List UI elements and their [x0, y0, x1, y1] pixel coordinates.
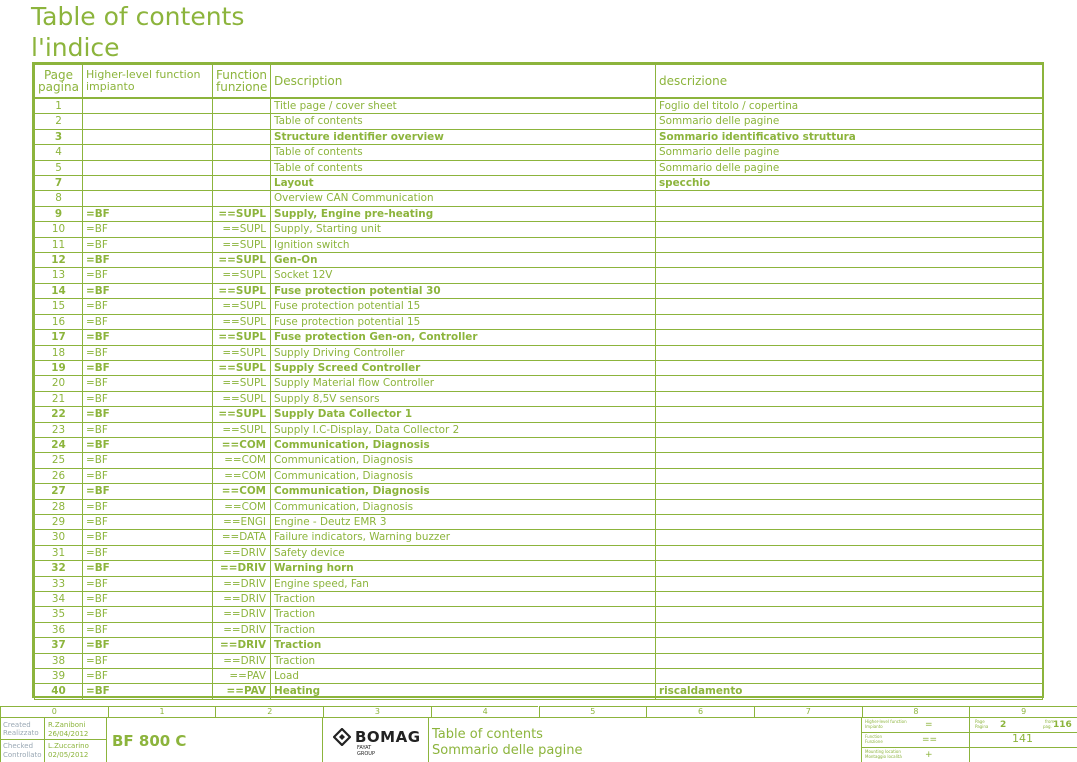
row-page: 40 [35, 684, 83, 699]
row-function: ==SUPL [213, 314, 271, 329]
toc-row [35, 222, 1043, 237]
row-function: ==SUPL [213, 268, 271, 283]
location-label: Mounting location [865, 749, 901, 754]
row-page: 24 [35, 437, 83, 452]
row-descrizione [656, 592, 1043, 607]
header-page [35, 65, 83, 99]
created-label: Created [3, 721, 31, 729]
column-ruler [0, 706, 1077, 717]
row-descrizione [656, 576, 1043, 591]
hl-label-it: Impianto [865, 724, 883, 729]
toc-row [35, 530, 1043, 545]
toc-row [35, 669, 1043, 684]
from-label: from [1045, 719, 1055, 724]
toc-row [35, 576, 1043, 591]
row-function: ==SUPL [213, 206, 271, 221]
from-page-count: 116 [1053, 720, 1072, 730]
checked-by: L.Zuccarino [48, 742, 89, 750]
row-higher-level [83, 114, 213, 129]
toc-row [35, 514, 1043, 529]
row-function: ==SUPL [213, 283, 271, 298]
row-page: 34 [35, 592, 83, 607]
row-description: Fuse protection Gen-on, Controller [271, 330, 656, 345]
row-page: 21 [35, 391, 83, 406]
row-descrizione [656, 283, 1043, 298]
row-function: ==SUPL [213, 222, 271, 237]
toc-row [35, 299, 1043, 314]
row-description: Traction [271, 622, 656, 637]
row-higher-level: =BF [83, 669, 213, 684]
toc-row [35, 622, 1043, 637]
row-function: ==PAV [213, 684, 271, 699]
row-descrizione [656, 484, 1043, 499]
header-function-en: Function [216, 68, 268, 82]
row-description: Ignition switch [271, 237, 656, 252]
row-higher-level: =BF [83, 345, 213, 360]
row-higher-level: =BF [83, 330, 213, 345]
location-label-it: Montaggio località [865, 754, 902, 759]
row-page: 30 [35, 530, 83, 545]
row-higher-level: =BF [83, 545, 213, 560]
row-description: Load [271, 669, 656, 684]
row-description: Traction [271, 607, 656, 622]
row-description: Traction [271, 638, 656, 653]
row-page: 35 [35, 607, 83, 622]
row-function: ==COM [213, 453, 271, 468]
toc-row [35, 545, 1043, 560]
row-higher-level: =BF [83, 253, 213, 268]
row-page: 39 [35, 669, 83, 684]
ruler-column: 1 [108, 706, 216, 718]
header-higher-level-en: Higher-level function [86, 68, 201, 81]
row-function [213, 160, 271, 175]
row-function: ==SUPL [213, 391, 271, 406]
row-descrizione [656, 407, 1043, 422]
toc-row [35, 330, 1043, 345]
row-page: 4 [35, 145, 83, 160]
row-description: Gen-On [271, 253, 656, 268]
logo-subtext: FAYAT GROUP [357, 745, 375, 757]
ruler-column: 4 [431, 706, 539, 718]
toc-row [35, 206, 1043, 221]
row-higher-level [83, 191, 213, 206]
row-description: Communication, Diagnosis [271, 499, 656, 514]
row-function: ==SUPL [213, 253, 271, 268]
header-descrizione: descrizione [656, 65, 1043, 99]
logo-wordmark: BOMAG [355, 728, 421, 746]
toc-row [35, 653, 1043, 668]
row-page: 16 [35, 314, 83, 329]
row-descrizione: Sommario identificativo struttura [656, 129, 1043, 144]
toc-table-frame [32, 62, 1044, 698]
row-page: 12 [35, 253, 83, 268]
row-function [213, 191, 271, 206]
row-descrizione [656, 299, 1043, 314]
row-higher-level: =BF [83, 268, 213, 283]
row-page: 11 [35, 237, 83, 252]
checked-label: Checked [3, 742, 34, 750]
toc-row [35, 191, 1043, 206]
doc-title: Table of contents [432, 727, 543, 742]
row-descrizione [656, 253, 1043, 268]
row-page: 37 [35, 638, 83, 653]
row-descrizione: Sommario delle pagine [656, 145, 1043, 160]
row-page: 27 [35, 484, 83, 499]
toc-row [35, 499, 1043, 514]
row-descrizione: Sommario delle pagine [656, 114, 1043, 129]
row-descrizione [656, 360, 1043, 375]
page-number: 2 [1000, 720, 1007, 730]
row-function: ==DRIV [213, 638, 271, 653]
hl-label: Higher-level function [865, 719, 907, 724]
toc-row [35, 437, 1043, 452]
row-function: ==SUPL [213, 376, 271, 391]
toc-row [35, 484, 1043, 499]
row-higher-level [83, 129, 213, 144]
row-page: 10 [35, 222, 83, 237]
row-descrizione [656, 561, 1043, 576]
row-page: 20 [35, 376, 83, 391]
row-function [213, 129, 271, 144]
row-descrizione [656, 314, 1043, 329]
row-higher-level: =BF [83, 653, 213, 668]
row-description: Communication, Diagnosis [271, 437, 656, 452]
row-description: Table of contents [271, 160, 656, 175]
row-page: 9 [35, 206, 83, 221]
row-description: Warning horn [271, 561, 656, 576]
row-higher-level: =BF [83, 561, 213, 576]
page-label: Page [975, 719, 985, 724]
project-name: BF 800 C [112, 732, 187, 750]
toc-row [35, 422, 1043, 437]
ruler-column: 7 [754, 706, 862, 718]
row-descrizione [656, 222, 1043, 237]
row-page: 25 [35, 453, 83, 468]
row-descrizione [656, 468, 1043, 483]
row-higher-level: =BF [83, 299, 213, 314]
row-page: 5 [35, 160, 83, 175]
toc-row [35, 638, 1043, 653]
row-higher-level: =BF [83, 514, 213, 529]
ruler-column: 0 [0, 706, 108, 718]
row-page: 3 [35, 129, 83, 144]
row-page: 29 [35, 514, 83, 529]
from-label-it: pag. [1043, 724, 1052, 729]
toc-row [35, 607, 1043, 622]
row-function: ==SUPL [213, 345, 271, 360]
row-function: ==SUPL [213, 330, 271, 345]
title-block [0, 717, 1077, 762]
row-descrizione [656, 437, 1043, 452]
row-page: 28 [35, 499, 83, 514]
row-description: Supply Driving Controller [271, 345, 656, 360]
row-page: 31 [35, 545, 83, 560]
row-description: Communication, Diagnosis [271, 468, 656, 483]
header-function-it: funzione [216, 80, 268, 94]
header-description: Description [271, 65, 656, 99]
row-function: ==DRIV [213, 545, 271, 560]
toc-row [35, 160, 1043, 175]
row-higher-level: =BF [83, 407, 213, 422]
row-page: 17 [35, 330, 83, 345]
header-higher-level-it: impianto [86, 80, 135, 93]
row-description: Fuse protection potential 30 [271, 283, 656, 298]
ruler-column: 2 [215, 706, 323, 718]
row-page: 13 [35, 268, 83, 283]
row-function: ==COM [213, 468, 271, 483]
toc-row [35, 314, 1043, 329]
toc-row [35, 376, 1043, 391]
row-descrizione [656, 191, 1043, 206]
row-function [213, 176, 271, 191]
row-description: Engine - Deutz EMR 3 [271, 514, 656, 529]
fn-label: Function [865, 734, 883, 739]
toc-row [35, 453, 1043, 468]
row-function: ==PAV [213, 669, 271, 684]
toc-row [35, 345, 1043, 360]
row-higher-level: =BF [83, 206, 213, 221]
row-description: Supply 8,5V sensors [271, 391, 656, 406]
row-description: Traction [271, 653, 656, 668]
header-function [213, 65, 271, 99]
row-page: 19 [35, 360, 83, 375]
row-descrizione [656, 622, 1043, 637]
created-label-it: Realizzato [3, 729, 39, 737]
row-function: ==DRIV [213, 592, 271, 607]
row-description: Overview CAN Communication [271, 191, 656, 206]
row-higher-level: =BF [83, 592, 213, 607]
row-descrizione [656, 330, 1043, 345]
bomag-diamond-icon [333, 728, 351, 746]
row-description: Supply Material flow Controller [271, 376, 656, 391]
toc-row [35, 561, 1043, 576]
toc-row [35, 237, 1043, 252]
row-higher-level: =BF [83, 468, 213, 483]
row-page: 23 [35, 422, 83, 437]
row-higher-level [83, 145, 213, 160]
row-description: Safety device [271, 545, 656, 560]
row-function: ==SUPL [213, 237, 271, 252]
row-descrizione [656, 607, 1043, 622]
toc-row [35, 176, 1043, 191]
row-description: Heating [271, 684, 656, 699]
toc-row [35, 592, 1043, 607]
row-higher-level: =BF [83, 530, 213, 545]
row-description: Supply, Engine pre-heating [271, 206, 656, 221]
toc-row [35, 360, 1043, 375]
ruler-column: 6 [646, 706, 754, 718]
row-descrizione [656, 237, 1043, 252]
row-higher-level: =BF [83, 283, 213, 298]
row-function: ==COM [213, 437, 271, 452]
row-descrizione: riscaldamento [656, 684, 1043, 699]
row-descrizione [656, 345, 1043, 360]
row-page: 33 [35, 576, 83, 591]
checked-date: 02/05/2012 [48, 751, 89, 759]
header-page-it: pagina [38, 80, 79, 94]
row-descrizione [656, 530, 1043, 545]
toc-row [35, 268, 1043, 283]
row-page: 22 [35, 407, 83, 422]
row-function: ==SUPL [213, 407, 271, 422]
toc-row [35, 468, 1043, 483]
row-descrizione [656, 499, 1043, 514]
row-description: Title page / cover sheet [271, 98, 656, 114]
page-title: Table of contents [31, 2, 245, 31]
row-descrizione [656, 545, 1043, 560]
toc-row [35, 684, 1043, 699]
row-description: Engine speed, Fan [271, 576, 656, 591]
fn-value: == [922, 735, 938, 745]
row-function: ==SUPL [213, 422, 271, 437]
toc-row [35, 391, 1043, 406]
row-higher-level: =BF [83, 499, 213, 514]
row-descrizione: Foglio del titolo / copertina [656, 98, 1043, 114]
row-descrizione: specchio [656, 176, 1043, 191]
toc-table [34, 64, 1043, 700]
row-function: ==SUPL [213, 360, 271, 375]
row-higher-level [83, 176, 213, 191]
row-page: 14 [35, 283, 83, 298]
row-higher-level: =BF [83, 684, 213, 699]
doc-title-italian: Sommario delle pagine [432, 743, 583, 758]
row-higher-level: =BF [83, 222, 213, 237]
bomag-logo [333, 728, 421, 757]
row-function: ==DRIV [213, 622, 271, 637]
toc-row [35, 283, 1043, 298]
row-descrizione [656, 514, 1043, 529]
row-higher-level: =BF [83, 607, 213, 622]
row-page: 38 [35, 653, 83, 668]
row-descrizione [656, 638, 1043, 653]
toc-row [35, 129, 1043, 144]
row-page: 7 [35, 176, 83, 191]
toc-row [35, 253, 1043, 268]
row-higher-level: =BF [83, 391, 213, 406]
header-higher-level [83, 65, 213, 99]
row-function: ==DATA [213, 530, 271, 545]
row-descrizione [656, 422, 1043, 437]
created-by: R.Zaniboni [48, 721, 86, 729]
row-description: Table of contents [271, 145, 656, 160]
row-page: 15 [35, 299, 83, 314]
row-higher-level [83, 98, 213, 114]
fn-label-it: Funzione [865, 739, 883, 744]
row-description: Fuse protection potential 15 [271, 299, 656, 314]
row-higher-level: =BF [83, 576, 213, 591]
page-label-it: Pagina [975, 724, 989, 729]
row-function: ==DRIV [213, 653, 271, 668]
row-page: 8 [35, 191, 83, 206]
row-function: ==COM [213, 499, 271, 514]
row-page: 1 [35, 98, 83, 114]
row-description: Table of contents [271, 114, 656, 129]
row-function [213, 114, 271, 129]
row-page: 2 [35, 114, 83, 129]
row-descrizione [656, 268, 1043, 283]
ruler-column: 3 [323, 706, 431, 718]
row-description: Socket 12V [271, 268, 656, 283]
row-higher-level: =BF [83, 360, 213, 375]
row-description: Fuse protection potential 15 [271, 314, 656, 329]
row-descrizione: Sommario delle pagine [656, 160, 1043, 175]
row-description: Structure identifier overview [271, 129, 656, 144]
toc-row [35, 114, 1043, 129]
row-higher-level [83, 160, 213, 175]
created-date: 26/04/2012 [48, 730, 89, 738]
row-page: 18 [35, 345, 83, 360]
row-description: Supply, Starting unit [271, 222, 656, 237]
row-higher-level: =BF [83, 237, 213, 252]
row-higher-level: =BF [83, 484, 213, 499]
row-descrizione [656, 453, 1043, 468]
row-descrizione [656, 391, 1043, 406]
hl-value: = [925, 720, 933, 730]
row-description: Supply Screed Controller [271, 360, 656, 375]
row-description: Supply I.C-Display, Data Collector 2 [271, 422, 656, 437]
row-function: ==DRIV [213, 561, 271, 576]
row-descrizione [656, 669, 1043, 684]
row-higher-level: =BF [83, 453, 213, 468]
row-page: 36 [35, 622, 83, 637]
row-descrizione [656, 376, 1043, 391]
toc-row [35, 145, 1043, 160]
row-higher-level: =BF [83, 422, 213, 437]
row-function [213, 145, 271, 160]
row-function: ==COM [213, 484, 271, 499]
location-value: + [925, 750, 933, 760]
row-higher-level: =BF [83, 622, 213, 637]
row-higher-level: =BF [83, 638, 213, 653]
toc-row [35, 98, 1043, 114]
header-page-en: Page [43, 68, 74, 82]
row-function: ==DRIV [213, 576, 271, 591]
row-description: Traction [271, 592, 656, 607]
row-descrizione [656, 653, 1043, 668]
row-description: Failure indicators, Warning buzzer [271, 530, 656, 545]
row-description: Communication, Diagnosis [271, 453, 656, 468]
ruler-column: 5 [539, 706, 647, 718]
row-page: 32 [35, 561, 83, 576]
row-function: ==SUPL [213, 299, 271, 314]
toc-header-row [35, 65, 1043, 99]
row-higher-level: =BF [83, 314, 213, 329]
ruler-column: 8 [862, 706, 970, 718]
row-descrizione [656, 206, 1043, 221]
row-description: Supply Data Collector 1 [271, 407, 656, 422]
total-pages: 141 [1012, 732, 1033, 745]
toc-row [35, 407, 1043, 422]
row-higher-level: =BF [83, 437, 213, 452]
row-higher-level: =BF [83, 376, 213, 391]
row-function: ==ENGI [213, 514, 271, 529]
row-function: ==DRIV [213, 607, 271, 622]
row-page: 26 [35, 468, 83, 483]
checked-label-it: Controllato [3, 751, 42, 759]
page-title-italian: l'indice [31, 33, 120, 62]
row-description: Communication, Diagnosis [271, 484, 656, 499]
row-description: Layout [271, 176, 656, 191]
ruler-column: 9 [969, 706, 1077, 718]
row-function [213, 98, 271, 114]
toc-body [35, 98, 1043, 699]
